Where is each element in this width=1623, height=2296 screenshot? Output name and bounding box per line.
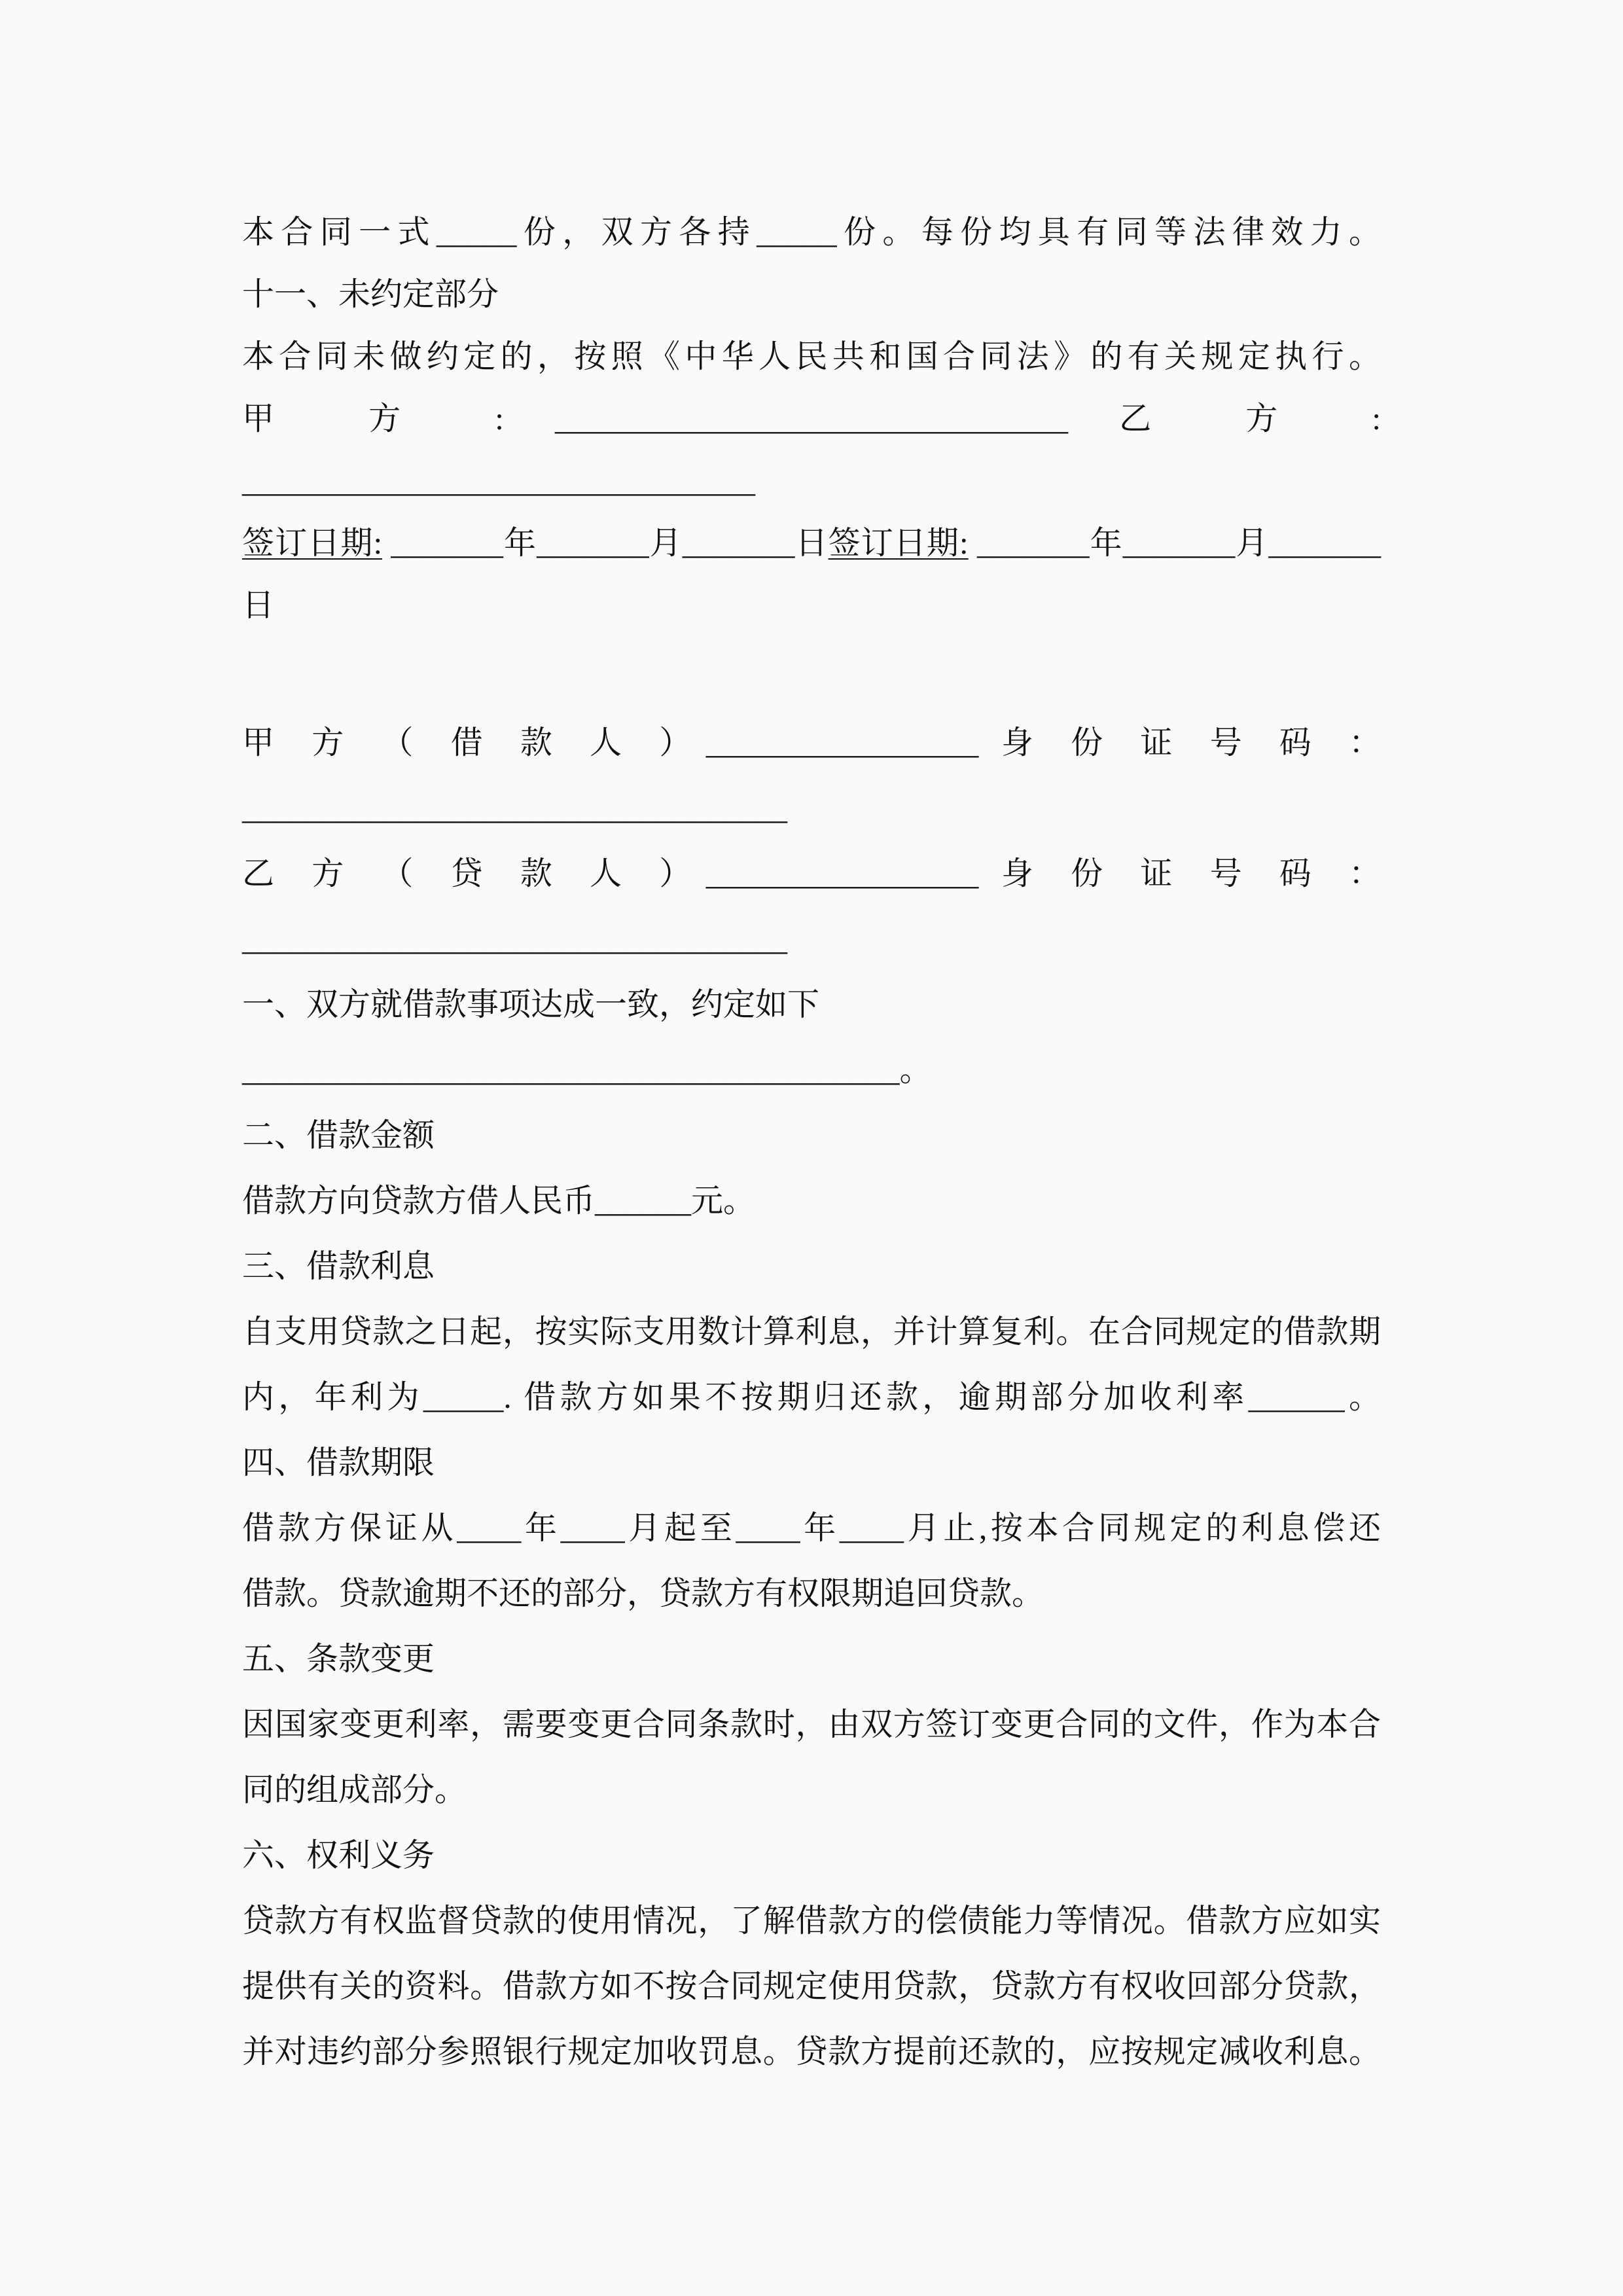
- sign-date-label-2: 签订日期:: [828, 525, 969, 561]
- blank-underline-1: ________________________________: [242, 463, 755, 499]
- sign-date-blanks-2: _______年_______月_______: [968, 525, 1381, 561]
- heading-three: 三、借款利息: [242, 1248, 435, 1284]
- heading-eleven: 十一、未约定部分: [242, 276, 499, 312]
- heading-six: 六、权利义务: [242, 1837, 435, 1873]
- term-clause-line-2: 借款。贷款逾期不还的部分，贷款方有权限期追回贷款。: [242, 1575, 1044, 1611]
- interest-clause-line-2: 内，年利为_____. 借款方如果不按期归还款，逾期部分加收利率______。: [242, 1379, 1381, 1415]
- sign-date-blanks-1: _______年_______月_______日: [382, 525, 829, 561]
- party-a-b-sign-line: 甲 方 : ________________________________ 乙 方 :: [242, 401, 1381, 437]
- heading-five: 五、条款变更: [242, 1641, 435, 1677]
- party-a-borrower-line: 甲 方 （ 借 款 人 ）_________________ 身 份 证 号 码 ：: [242, 725, 1382, 761]
- clause-one-line: 一、双方就借款事项达成一致，约定如下: [242, 986, 820, 1022]
- unagreed-clause-line: 本合同未做约定的，按照《中华人民共和国合同法》的有关规定执行。: [242, 338, 1381, 374]
- rights-clause-line-2: 提供有关的资料。借款方如不按合同规定使用贷款，贷款方有权收回部分贷款，: [242, 1968, 1381, 2004]
- interest-clause-line-1: 自支用贷款之日起，按实际支用数计算利息，并计算复利。在合同规定的借款期: [242, 1314, 1381, 1350]
- heading-two: 二、借款金额: [242, 1117, 435, 1153]
- copies-clause-line: 本合同一式_____份，双方各持_____份。每份均具有同等法律效力。: [242, 214, 1381, 250]
- blank-underline-2: __________________________________: [242, 790, 787, 826]
- blank-underline-3: __________________________________: [242, 921, 787, 957]
- document-content: [242, 216, 1381, 2101]
- change-clause-line-1: 因国家变更利率，需要变更合同条款时，由双方签订变更合同的文件，作为本合: [242, 1706, 1381, 1742]
- day-char-line: 日: [242, 587, 275, 623]
- party-b-lender-line: 乙 方 （ 贷 款 人 ）_________________ 身 份 证 号 码 ：: [242, 855, 1382, 891]
- blank-underline-4: _________________________________________。: [242, 1052, 932, 1088]
- amount-clause-line: 借款方向贷款方借人民币______元。: [242, 1183, 756, 1219]
- rights-clause-line-3: 并对违约部分参照银行规定加收罚息。贷款方提前还款的，应按规定减收利息。: [242, 2034, 1381, 2070]
- change-clause-line-2: 同的组成部分。: [242, 1772, 467, 1808]
- sign-date-label-1: 签订日期:: [242, 525, 383, 561]
- sign-date-line: [242, 527, 1381, 559]
- heading-four: 四、借款期限: [242, 1444, 435, 1480]
- rights-clause-line-1: 贷款方有权监督贷款的使用情况，了解借款方的偿债能力等情况。借款方应如实: [242, 1903, 1381, 1939]
- term-clause-line-1: 借款方保证从____年____月起至____年____月止,按本合同规定的利息偿还: [242, 1510, 1381, 1546]
